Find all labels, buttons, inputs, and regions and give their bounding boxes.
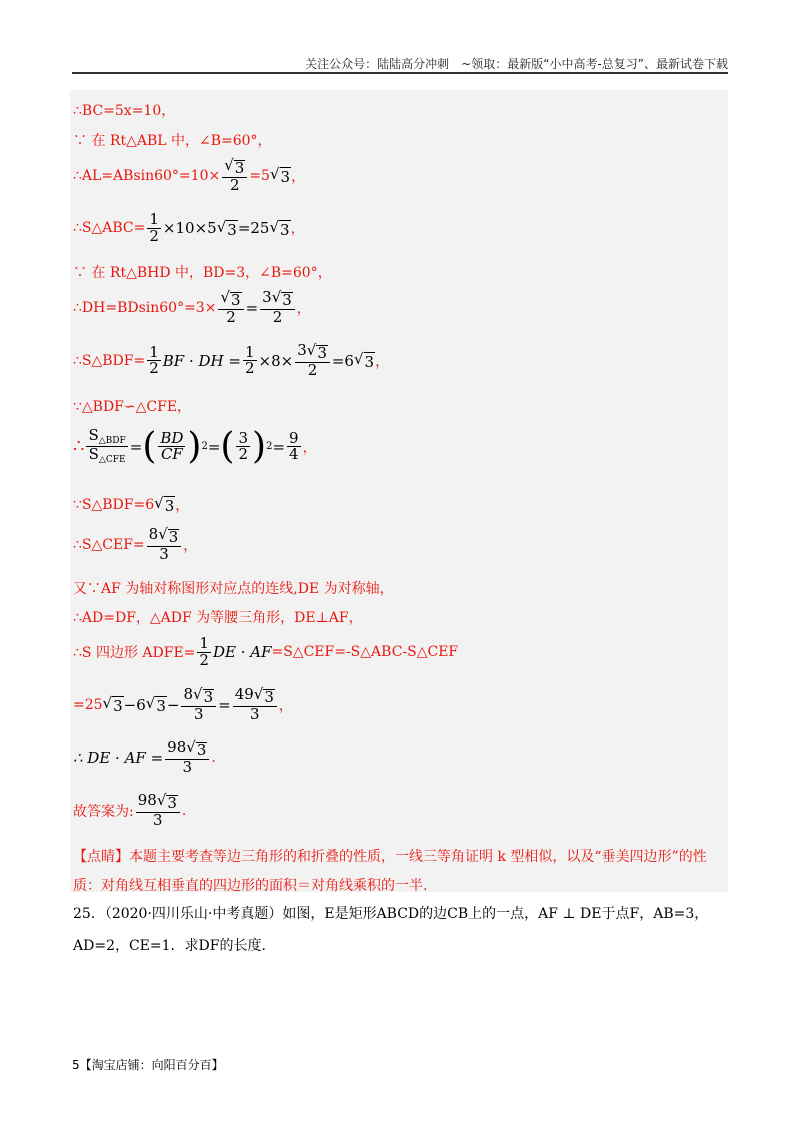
fraction: $\frac{1}{2}$ (149, 342, 159, 378)
text: ∴ DE · AF = (73, 748, 164, 767)
solution-line-1 (73, 100, 175, 120)
page-header: 关注公众号：陆陆高分冲刺 ~领取：最新版“小中高考-总复习”、最新试卷下载 (305, 57, 728, 71)
solution-line-13 (73, 607, 363, 627)
text: =6 (331, 351, 354, 370)
text: 又∵AF 为轴对称图形对应点的连线,DE 为对称轴， (73, 581, 394, 597)
text: =5 (249, 167, 270, 184)
question-25-line-2: AD=2，CE=1．求DF的长度. (73, 938, 266, 954)
fraction: 8 √ 3 3 (181, 687, 216, 723)
sqrt: √ 3 (269, 217, 290, 239)
comment-line-2 (73, 875, 427, 895)
fraction: 3 √ 3 2 (260, 290, 295, 326)
text: −6 (123, 695, 146, 714)
sqrt: √ 3 (353, 350, 375, 372)
text: ∴AD=DF，△ADF 为等腰三角形，DE⊥AF， (73, 610, 363, 626)
comment-line-1 (73, 846, 707, 866)
text: DE · AF (212, 643, 272, 662)
text: ∵△BDF∽△CFE， (73, 399, 192, 415)
fraction: 98 √ 3 3 (136, 793, 180, 829)
text: BF · DH = (162, 351, 241, 370)
fraction: 8 √ 3 3 (147, 527, 182, 563)
fraction: $\frac{1}{2}$ (149, 210, 159, 245)
text: =25 (73, 696, 103, 713)
sqrt: √ 3 (216, 217, 237, 239)
solution-line-3: ∴AL=ABsin60°=10× √ 3 2 =5 √ 3 ， (73, 156, 306, 194)
sqrt: √ 3 (269, 165, 291, 187)
solution-line-4: ∴S△ABC= $\frac{1}{2}$ ×10×5 √ 3 =25 √ 3 ， (73, 210, 305, 245)
solution-line-10: ∵S△BDF=6 √ 3 ， (73, 494, 190, 515)
fraction: $\frac{BD}{CF}$ (160, 428, 184, 464)
question-25-line-1: 25．（2020·四川乐山·中考真题）如图，E是矩形ABCD的边CB上的一点，AF ⊥ DE于点F，AB=3， (73, 906, 709, 922)
solution-line-2 (73, 130, 272, 150)
fraction: √ 3 2 (222, 158, 247, 194)
solution-line-5 (73, 262, 332, 282)
solution-line-8 (73, 396, 191, 416)
fraction: 3 √ 3 2 (295, 343, 330, 379)
solution-line-9: ∴ $\frac{S_{\triangle BDF}}{S_{\triangle CFE}}$ = ( $\frac{BD}{CF}$ ) 2 = ( $\frac{3}{2}$ ) 2 = $\frac{9}{4}$ ， (73, 425, 317, 467)
text: ∵S△BDF=6 (73, 496, 155, 513)
text: ∵ 在 Rt△ABL 中，∠B=60°， (73, 133, 272, 149)
text: ∴DH=BDsin60°=3× (73, 299, 217, 316)
solution-line-15: =25 √ 3 −6 √ 3 − 8 √ 3 3 = 49 √ 3 3 ， (73, 685, 293, 723)
text: ∴S△CEF= (73, 536, 145, 553)
fraction: $\frac{1}{2}$ (244, 342, 255, 378)
solution-line-16: ∴ DE · AF = 98 √ 3 3 . (73, 738, 216, 776)
solution-line-14 (73, 636, 458, 669)
sqrt: √ 3 (154, 494, 175, 515)
fraction: $\frac{3}{2}$ (238, 428, 249, 464)
fraction: √ 3 2 (218, 290, 243, 326)
text: = (218, 695, 231, 714)
solution-line-12 (73, 578, 394, 598)
text: ∵ 在 Rt△BHD 中，BD=3，∠B=60°， (73, 265, 332, 281)
sqrt: √ 3 (102, 694, 123, 716)
fraction: 98 √ 3 3 (165, 740, 209, 776)
text: ×8× (258, 351, 294, 370)
answer-line: 故答案为: 98 √ 3 3 . (73, 791, 187, 829)
text: ∴S△ABC= (73, 220, 146, 237)
solution-line-6: ∴DH=BDsin60°=3× √ 3 2 = 3 √ 3 2 ， (73, 288, 311, 326)
fraction: 49 √ 3 3 (233, 687, 277, 723)
text: ∴AL=ABsin60°=10× (73, 167, 221, 184)
header-divider (72, 72, 728, 74)
text: − (166, 695, 180, 714)
text: ∴S△BDF= (73, 352, 146, 369)
text: ∴BC=5x=10， (73, 103, 176, 119)
text: ∴ (73, 436, 85, 458)
fraction: $\frac{9}{4}$ (289, 428, 299, 464)
text: ×10×5 (162, 219, 217, 238)
fraction: $\frac{S_{\triangle BDF}}{S_{\triangle CFE}}$ (88, 426, 126, 466)
text: 故答案为: (73, 803, 134, 820)
solution-line-7: ∴S△BDF= $\frac{1}{2}$ BF · DH = $\frac{1}{2}$ ×8× 3 √ 3 2 =6 √ 3 ， (73, 341, 390, 379)
text: 质：对角线互相垂直的四边形的面积＝对角线乘积的一半. (73, 878, 428, 894)
solution-line-11: ∴S△CEF= 8 √ 3 3 ， (73, 525, 198, 563)
page-footer: 5【淘宝店铺：向阳百分百】 (72, 1058, 224, 1072)
fraction: $\frac{1}{2}$ (199, 634, 209, 669)
sqrt: √ 3 (145, 694, 166, 716)
text: 【点睛】本题主要考查等边三角形的和折叠的性质，一线三等角证明 k 型相似，以及“垂美四边形”的性 (73, 849, 707, 865)
text: =25 (237, 219, 270, 238)
text: =S△CEF=-S△ABC-S△CEF (271, 644, 459, 661)
text: ∴S 四边形 ADFE= (73, 645, 196, 662)
